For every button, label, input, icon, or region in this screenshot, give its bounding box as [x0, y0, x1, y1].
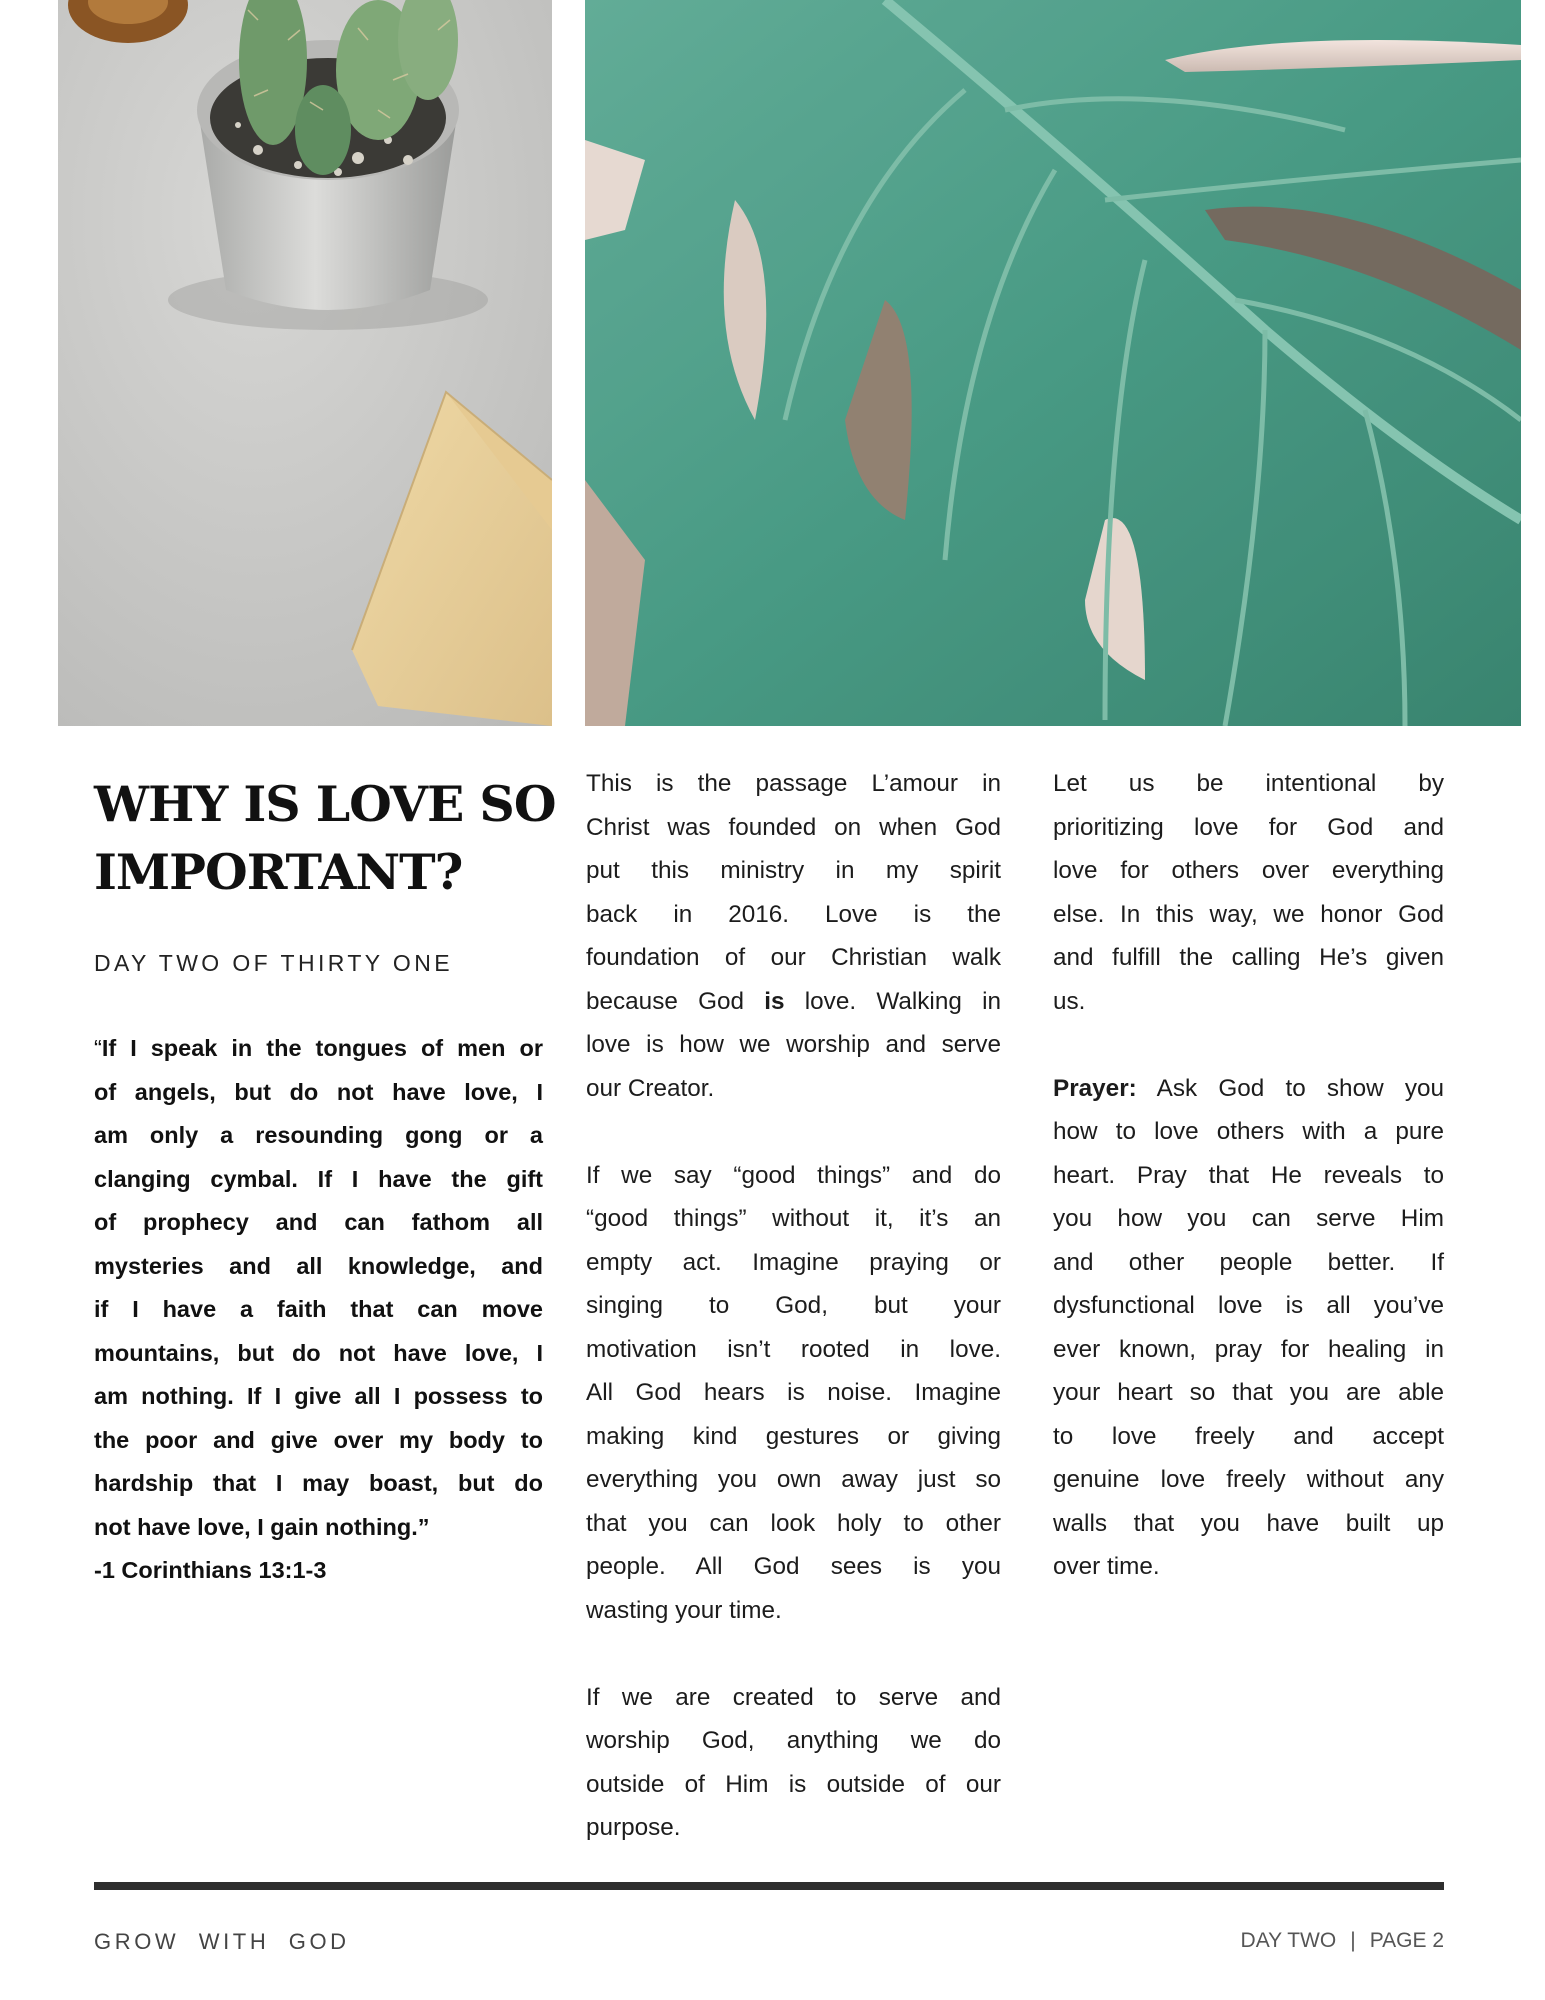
footer-divider [94, 1882, 1444, 1890]
body-line: prioritizing love for God and [1053, 813, 1444, 841]
quote-line: the poor and give over my body to [94, 1426, 543, 1453]
body-line [586, 980, 1001, 1024]
body-line: foundation of our Christian walk [586, 944, 1001, 971]
body-line: and other people better. If [1053, 1248, 1444, 1276]
body-line: over time. [1053, 1553, 1160, 1580]
page-title-line-2: IMPORTANT? [94, 843, 463, 901]
body-line: us. [1053, 987, 1086, 1015]
body-line: heart. Pray that He reveals to [1053, 1161, 1444, 1189]
body-line: how to love others with a pure [1053, 1118, 1444, 1145]
emphasis-is: is [764, 987, 785, 1015]
body-line: love for others over everything [1053, 857, 1444, 884]
body-text: Ask God to show you [1136, 1074, 1444, 1102]
quote-line [94, 1027, 543, 1071]
monstera-leaf-photo [585, 0, 1521, 726]
body-line: people. All God sees is you [586, 1553, 1001, 1580]
body-line: ever known, pray for healing in [1053, 1335, 1444, 1363]
scripture-quote [94, 1027, 543, 1593]
body-line: “good things” without it, it’s an [586, 1205, 1001, 1232]
quote-line: if I have a faith that can move [94, 1296, 543, 1322]
footer-page-info [1241, 1929, 1444, 1953]
body-line: Let us be intentional by [1053, 770, 1444, 797]
body-line: back in 2016. Love is the [586, 900, 1001, 928]
body-line: and fulfill the calling He’s given [1053, 944, 1444, 971]
quote-line: mountains, but do not have love, I [94, 1339, 543, 1366]
body-line: your heart so that you are able [1053, 1379, 1444, 1406]
page-title-line-1: WHY IS LOVE SO [94, 775, 556, 833]
body-line: walls that you have built up [1053, 1509, 1444, 1537]
body-line: everything you own away just so [586, 1466, 1001, 1493]
body-line: If we say “good things” and do [586, 1161, 1001, 1189]
body-line: else. In this way, we honor God [1053, 900, 1444, 928]
body-line: worship God, anything we do [586, 1727, 1001, 1754]
footer-separator: | [1350, 1929, 1356, 1952]
body-line: outside of Him is outside of our [586, 1770, 1001, 1798]
quote-open-mark: “ [94, 1035, 102, 1061]
body-line: This is the passage L’amour in [586, 770, 1001, 797]
quote-reference: -1 Corinthians 13:1-3 [94, 1557, 327, 1583]
body-line: making kind gestures or giving [586, 1422, 1001, 1450]
body-text: love. Walking in [784, 987, 1001, 1015]
body-line: love is how we worship and serve [586, 1031, 1001, 1058]
quote-line: of prophecy and can fathom all [94, 1209, 543, 1235]
footer-page-number: PAGE 2 [1369, 1929, 1444, 1952]
body-line: Christ was founded on when God [586, 813, 1001, 841]
prayer-line [1053, 1067, 1444, 1111]
quote-line: of angels, but do not have love, I [94, 1078, 543, 1105]
quote-line: am nothing. If I give all I possess to [94, 1383, 543, 1409]
body-line: If we are created to serve and [586, 1683, 1001, 1711]
body-text: because God [586, 987, 765, 1015]
quote-line: am only a resounding gong or a [94, 1122, 543, 1148]
cactus-photo [58, 0, 552, 726]
body-line: our Creator. [586, 1074, 715, 1102]
prayer-label: Prayer: [1053, 1074, 1137, 1102]
footer-day: DAY TWO [1240, 1929, 1337, 1952]
body-line: All God hears is noise. Imagine [586, 1379, 1001, 1406]
body-line: wasting your time. [586, 1596, 782, 1624]
body-line: genuine love freely without any [1053, 1466, 1444, 1493]
body-line: motivation isn’t rooted in love. [586, 1335, 1001, 1363]
page-title [94, 770, 554, 906]
day-subheading: DAY TWO OF THIRTY ONE [94, 950, 453, 976]
body-line: to love freely and accept [1053, 1422, 1444, 1450]
quote-line-text: If I speak in the tongues of men or [101, 1035, 543, 1061]
footer-brand: GROW WITH GOD [94, 1929, 350, 1954]
quote-line: hardship that I may boast, but do [94, 1470, 543, 1496]
quote-line: mysteries and all knowledge, and [94, 1252, 543, 1279]
body-line: empty act. Imagine praying or [586, 1248, 1001, 1276]
body-column-right [1053, 762, 1444, 1589]
body-line: purpose. [586, 1814, 681, 1841]
body-line: that you can look holy to other [586, 1509, 1001, 1537]
body-line: singing to God, but your [586, 1292, 1001, 1319]
body-column-middle [586, 762, 1001, 1850]
body-line: you how you can serve Him [1053, 1205, 1444, 1232]
body-line: dysfunctional love is all you’ve [1053, 1292, 1444, 1319]
quote-line: clanging cymbal. If I have the gift [94, 1165, 543, 1192]
quote-line: not have love, I gain nothing.” [94, 1513, 430, 1540]
body-line: put this ministry in my spirit [586, 857, 1001, 884]
